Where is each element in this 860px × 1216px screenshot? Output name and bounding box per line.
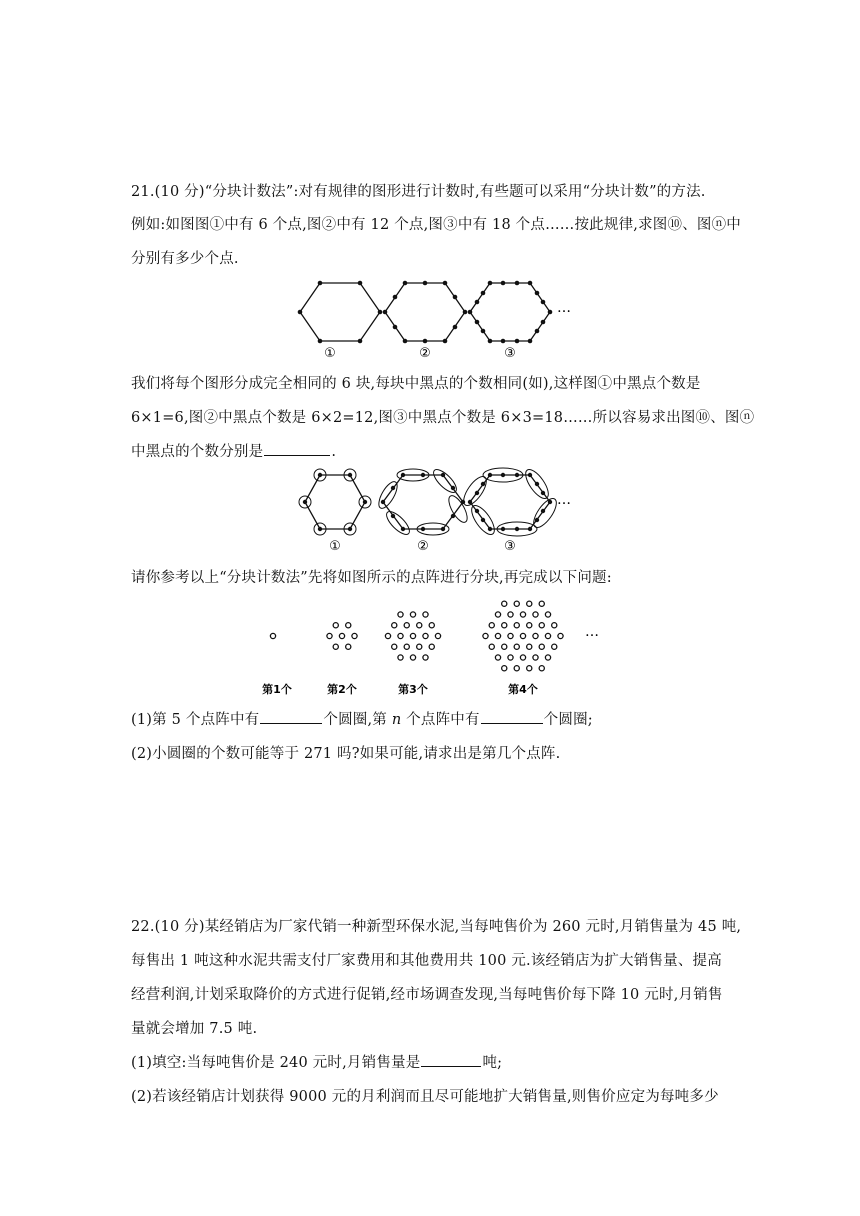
q21-line6-end: . bbox=[331, 444, 337, 460]
grouped-hexagon-3-ellipses bbox=[460, 466, 561, 538]
fig1-label-2: ② bbox=[419, 346, 431, 361]
lattice-2-circle bbox=[346, 623, 351, 628]
q21-part1-d: 个圆圈; bbox=[543, 712, 593, 728]
lattice-4-circle bbox=[514, 644, 519, 649]
lattice-4-circle bbox=[527, 644, 532, 649]
lattice-4-circle bbox=[539, 666, 544, 671]
lattice-3-circle bbox=[410, 612, 415, 617]
q22-line3: 经营利润,计划采取降价的方式进行促销,经市场调查发现,当每吨售价每下降 10 元时,月销售 bbox=[131, 987, 723, 1003]
lattice-4-circle bbox=[502, 644, 507, 649]
lattice-4-circle bbox=[545, 612, 550, 617]
lattice-4-circle bbox=[533, 612, 538, 617]
lattice-4-circle bbox=[527, 601, 532, 606]
lattice-4-circle bbox=[552, 644, 557, 649]
q21-line6-text: 中黑点的个数分别是 bbox=[131, 444, 264, 460]
lattice-4-circle bbox=[527, 623, 532, 628]
lattice-4-circle bbox=[514, 623, 519, 628]
lattice-4-circle bbox=[495, 655, 500, 660]
lattice-3-circle bbox=[410, 655, 415, 660]
lattice-3-circle bbox=[423, 655, 428, 660]
lattice-4-circle bbox=[533, 633, 538, 638]
lattice-4-circle bbox=[520, 612, 525, 617]
fig2-label-1: ① bbox=[329, 539, 341, 554]
lattice-4-circle bbox=[502, 601, 507, 606]
lattice-4-circle bbox=[489, 644, 494, 649]
figure-circle-lattices bbox=[255, 592, 615, 702]
q21-line2: 例如:如图图①中有 6 个点,图②中有 12 个点,图③中有 18 个点……按此规律,求图⑩、图ⓝ中 bbox=[131, 217, 741, 233]
lattice-4-circle bbox=[545, 633, 550, 638]
lattice-4-circle bbox=[508, 633, 513, 638]
q22-part1-a: (1)填空:当每吨售价是 240 元时,月销售量是 bbox=[131, 1055, 421, 1071]
q21-part2: (2)小圆圈的个数可能等于 271 吗?如果可能,请求出是第几个点阵. bbox=[131, 746, 561, 762]
lattice-2-circle bbox=[333, 623, 338, 628]
grouped-hexagon-2 bbox=[383, 475, 463, 529]
q21-part1-c: 个点阵中有 bbox=[406, 712, 480, 728]
q21-part1-n: n bbox=[391, 712, 402, 728]
hexagon-1-dots bbox=[298, 281, 383, 344]
q22-line4: 量就会增加 7.5 吨. bbox=[131, 1021, 258, 1037]
lattice-3-circle bbox=[392, 644, 397, 649]
grouped-hexagon-1-rings bbox=[299, 469, 371, 535]
hexagon-3-dots bbox=[468, 281, 553, 344]
hexagon-2 bbox=[385, 283, 465, 341]
q22-line2: 每售出 1 吨这种水泥共需支付厂家费用和其他费用共 100 元.该经销店为扩大销售量、提高 bbox=[131, 953, 722, 969]
lattice-4-circle bbox=[527, 666, 532, 671]
lattice-4-circle bbox=[502, 666, 507, 671]
q21-line3: 分别有多少个点. bbox=[131, 251, 239, 267]
q21-line4: 我们将每个图形分成完全相同的 6 块,每块中黑点的个数相同(如),这样图①中黑点个数是 bbox=[131, 376, 701, 392]
lattice-3-circle bbox=[435, 633, 440, 638]
answer-blank-3 bbox=[421, 1065, 481, 1067]
hexagon-2-dots bbox=[383, 281, 468, 344]
fig3-label-2: 第2个 bbox=[327, 683, 357, 696]
lattice-4-circle bbox=[539, 644, 544, 649]
q22-part1 bbox=[131, 1051, 502, 1072]
lattice-3-circle bbox=[398, 633, 403, 638]
lattice-3-circle bbox=[417, 623, 422, 628]
q21-line1: 21.(10 分)“分块计数法”:对有规律的图形进行计数时,有些题可以采用“分块计数”的方法. bbox=[131, 184, 706, 200]
figure-hexagons-grouped bbox=[295, 472, 575, 552]
lattice-2-circle bbox=[333, 644, 338, 649]
fig1-ellipsis: … bbox=[557, 300, 571, 316]
lattice-4-circle bbox=[489, 623, 494, 628]
lattice-2-circle bbox=[327, 633, 332, 638]
q21-part1-b: 个圆圈,第 bbox=[323, 712, 387, 728]
lattice-3-circle bbox=[398, 655, 403, 660]
lattice-4-circle bbox=[495, 633, 500, 638]
fig2-ellipsis: … bbox=[557, 492, 571, 508]
lattice-3-circle bbox=[417, 644, 422, 649]
lattice-4-circle bbox=[514, 601, 519, 606]
lattice-4-circle bbox=[539, 601, 544, 606]
lattice-4-circle bbox=[514, 666, 519, 671]
lattice-3-circle bbox=[423, 612, 428, 617]
fig1-label-3: ③ bbox=[504, 346, 516, 361]
lattice-circles bbox=[270, 601, 563, 671]
grouped-hexagon-1-dots bbox=[303, 473, 367, 531]
q22-line1: 22.(10 分)某经销店为厂家代销一种新型环保水泥,当每吨售价为 260 元时,月销售量为 45 吨, bbox=[131, 919, 742, 935]
q22-part2: (2)若该经销店计划获得 9000 元的月利润而且尽可能地扩大销售量,则售价应定为每吨多少 bbox=[131, 1089, 719, 1105]
lattice-4-circle bbox=[502, 623, 507, 628]
fig3-label-4: 第4个 bbox=[508, 683, 538, 696]
lattice-4-circle bbox=[552, 623, 557, 628]
q22-part1-b: 吨; bbox=[482, 1055, 503, 1071]
lattice-3-circle bbox=[398, 612, 403, 617]
lattice-3-circle bbox=[385, 633, 390, 638]
q21-line7: 请你参考以上“分块计数法”先将如图所示的点阵进行分块,再完成以下问题: bbox=[131, 570, 612, 586]
q21-line6 bbox=[131, 440, 336, 461]
lattice-4-circle bbox=[520, 655, 525, 660]
lattice-4-circle bbox=[508, 612, 513, 617]
grouped-hexagon-1 bbox=[305, 475, 365, 529]
fig3-label-3: 第3个 bbox=[398, 683, 428, 696]
fig2-label-3: ③ bbox=[504, 539, 516, 554]
lattice-3-circle bbox=[429, 644, 434, 649]
answer-blank-1 bbox=[260, 722, 322, 724]
figure-hexagons-dots bbox=[295, 280, 575, 360]
answer-blank-2 bbox=[481, 722, 543, 724]
lattice-3-circle bbox=[410, 633, 415, 638]
fig1-label-1: ① bbox=[324, 346, 336, 361]
hexagon-1 bbox=[300, 283, 380, 341]
lattice-2-circle bbox=[346, 644, 351, 649]
q21-part1 bbox=[131, 708, 593, 729]
lattice-2-circle bbox=[352, 633, 357, 638]
lattice-3-circle bbox=[404, 644, 409, 649]
lattice-4-circle bbox=[483, 633, 488, 638]
lattice-1-circle bbox=[270, 633, 275, 638]
lattice-4-circle bbox=[539, 623, 544, 628]
lattice-4-circle bbox=[558, 633, 563, 638]
lattice-4-circle bbox=[520, 633, 525, 638]
fig3-ellipsis: … bbox=[585, 624, 599, 640]
lattice-4-circle bbox=[508, 655, 513, 660]
lattice-3-circle bbox=[404, 623, 409, 628]
lattice-3-circle bbox=[429, 623, 434, 628]
lattice-4-circle bbox=[495, 612, 500, 617]
answer-blank bbox=[264, 454, 330, 456]
lattice-4-circle bbox=[545, 655, 550, 660]
q21-part1-a: (1)第 5 个点阵中有 bbox=[131, 712, 260, 728]
lattice-2-circle bbox=[339, 633, 344, 638]
fig2-label-2: ② bbox=[417, 539, 429, 554]
fig3-label-1: 第1个 bbox=[262, 683, 292, 696]
lattice-3-circle bbox=[392, 623, 397, 628]
lattice-4-circle bbox=[533, 655, 538, 660]
q21-line5: 6×1=6,图②中黑点个数是 6×2=12,图③中黑点个数是 6×3=18……所以容易求出图⑩、图ⓝ bbox=[131, 410, 755, 426]
lattice-3-circle bbox=[423, 633, 428, 638]
